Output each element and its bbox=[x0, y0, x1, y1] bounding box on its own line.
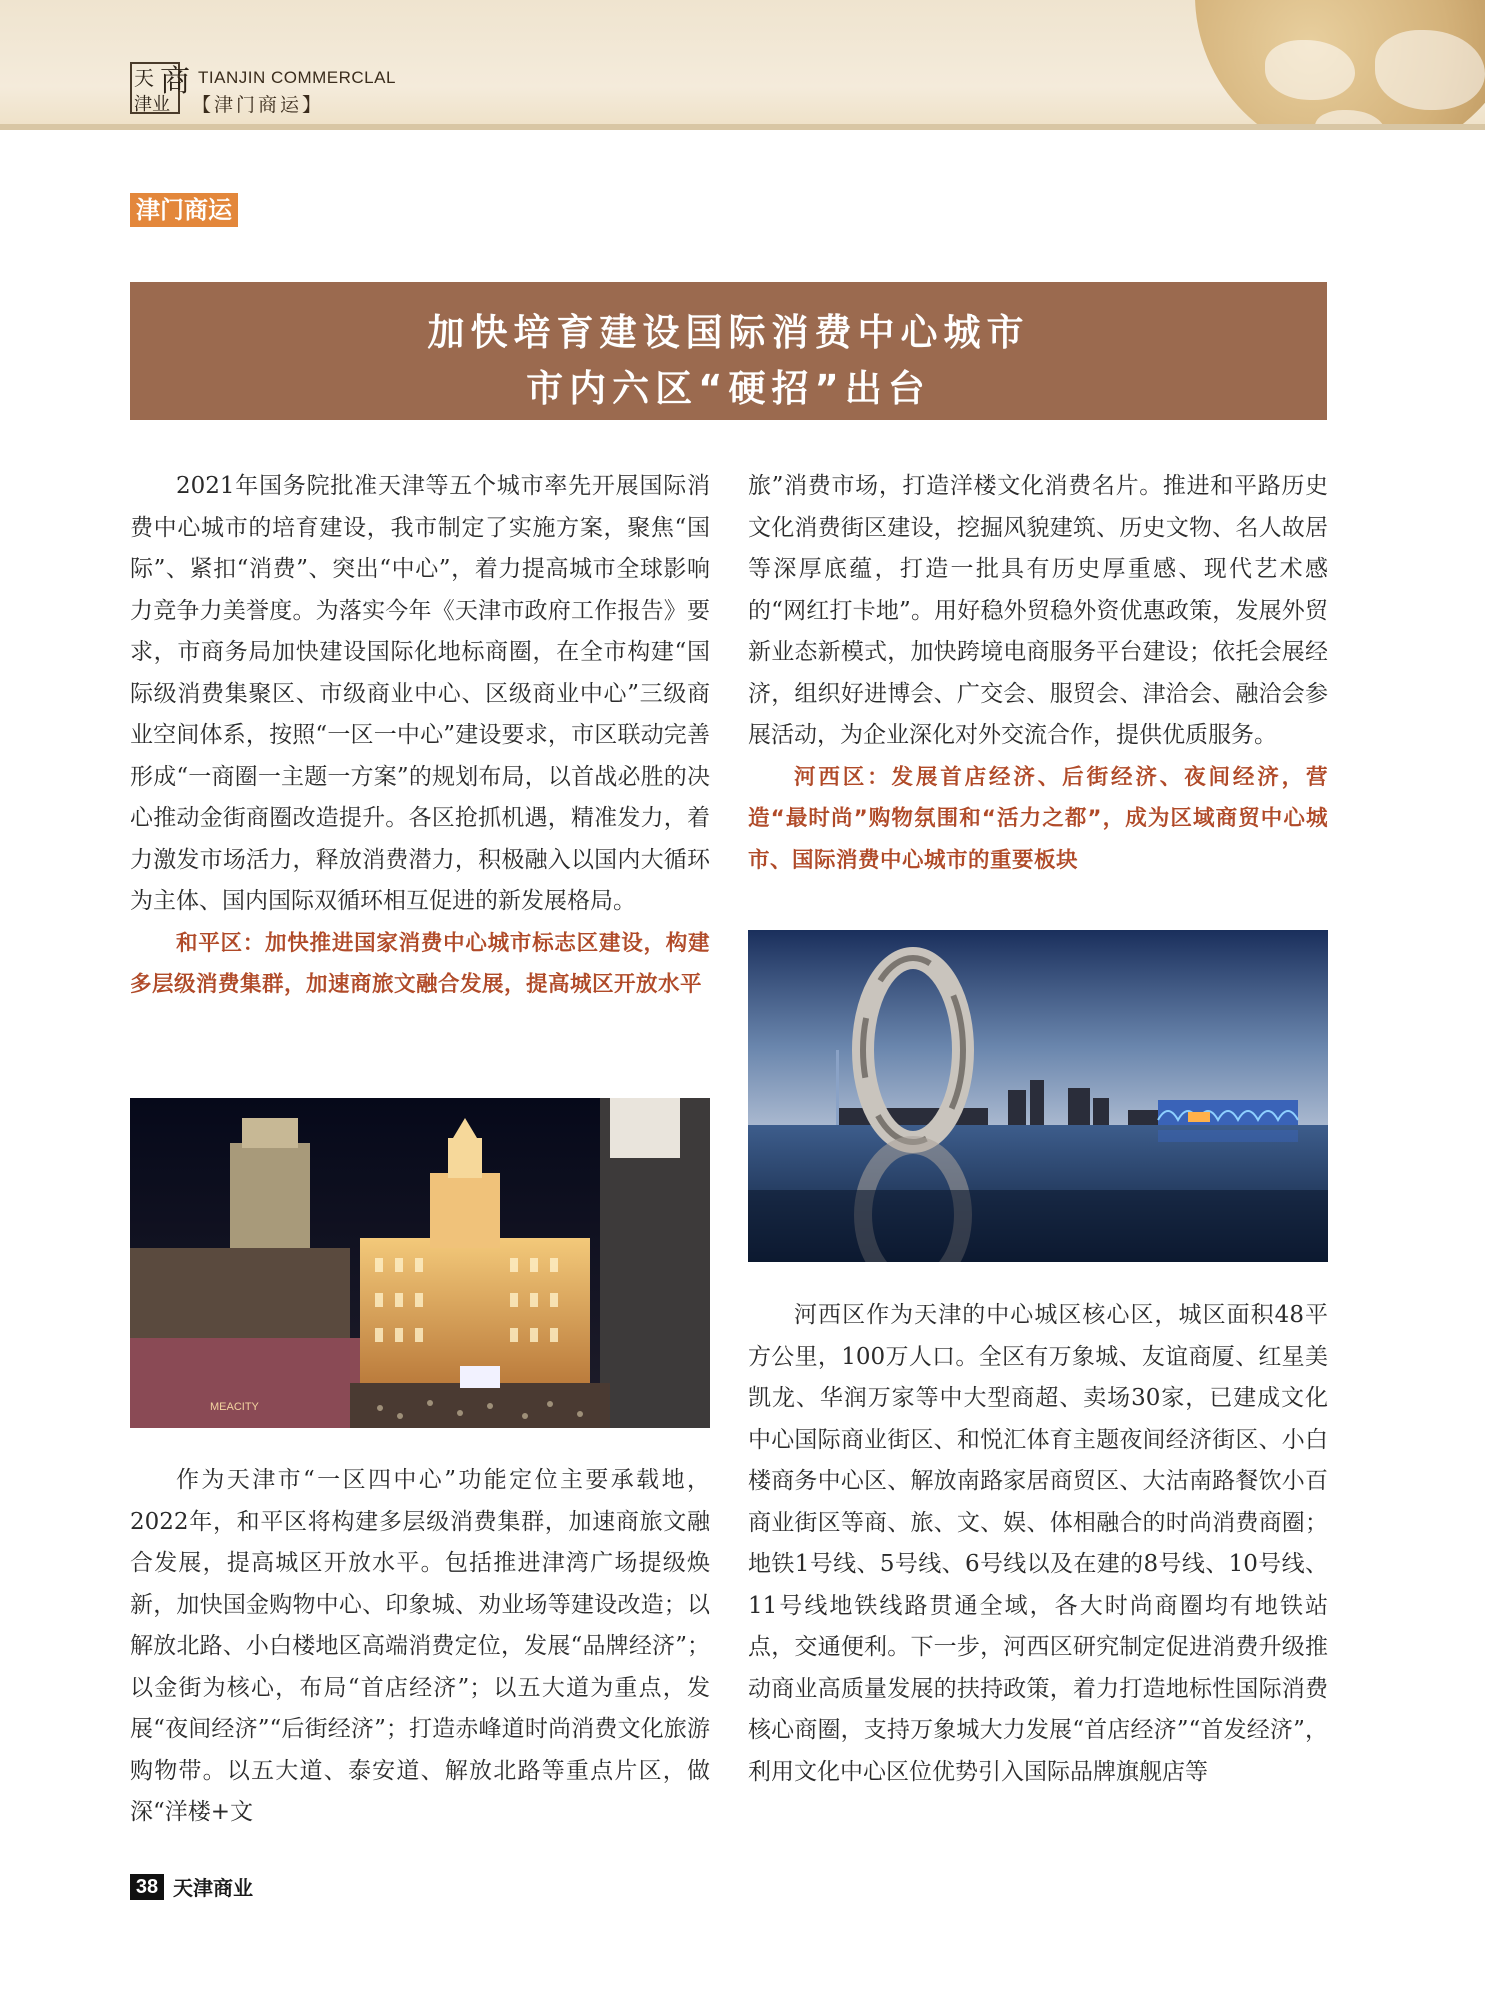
header-divider bbox=[0, 124, 1485, 130]
title-line-2: 市内六区“硬招”出台 bbox=[526, 367, 931, 410]
left-photo-sign: MEACITY bbox=[210, 1401, 259, 1413]
title-line-1: 加快培育建设国际消费中心城市 bbox=[427, 311, 1030, 354]
logo-char-tian: 天 bbox=[134, 66, 154, 90]
right-column-bottom bbox=[748, 1295, 1328, 1793]
heping-continued-paragraph: 旅”消费市场，打造洋楼文化消费名片。推进和平路历史文化消费街区建设，挖掘风貌建筑、历史文物、名人故居等深厚底蕴，打造一批具有历史厚重感、现代艺术感的“网红打卡地”。用好稳外贸稳外资优惠政策，发展外贸新业态新模式，加快跨境电商服务平台建设；依托会展经济，组织好进博会、广交会、服贸会、津洽会、融洽会参展活动，为企业深化对外交流合作，提供优质服务。 bbox=[748, 473, 1328, 748]
intro-paragraph: 2021年国务院批准天津等五个城市率先开展国际消费中心城市的培育建设，我市制定了实施方案，聚焦“国际”、紧扣“消费”、突出“中心”，着力提高城市全球影响力竞争力美誉度。为落实今年《天津市政府工作报告》要求，市商务局加快建设国际化地标商圈，在全市构建“国际级消费集聚区、市级商业中心、区级商业中心”三级商业空间体系，按照“一区一中心”建设要求，市区联动完善形成“一商圈一主题一方案”的规划布局，以首战必胜的决心推动金街商圈改造提升。各区抢抓机遇，精准发力，着力激发市场活力，释放消费潜力，积极融入以国内大循环为主体、国内国际双循环相互促进的新发展格局。 bbox=[130, 473, 710, 914]
right-column-top bbox=[748, 466, 1328, 881]
title-banner bbox=[130, 282, 1327, 420]
logo-char-jinye: 津业 bbox=[134, 94, 170, 115]
brand-chinese: 【津门商运】 bbox=[192, 94, 325, 116]
heping-body-paragraph: 作为天津市“一区四中心”功能定位主要承载地，2022年，和平区将构建多层级消费集群，加速商旅文融合发展，提高城区开放水平。包括推进津湾广场提级焕新，加快国金购物中心、印象城、劝业场等建设改造；以解放北路、小白楼地区高端消费定位，发展“品牌经济”；以金街为核心，布局“首店经济”；以五大道为重点，发展“夜间经济”“后街经济”；打造赤峰道时尚消费文化旅游购物带。以五大道、泰安道、解放北路等重点片区，做深“洋楼+文 bbox=[130, 1467, 710, 1825]
left-column-bottom bbox=[130, 1460, 710, 1834]
heping-night-street-photo bbox=[130, 1098, 710, 1428]
hexi-lake-sculpture-photo bbox=[748, 930, 1328, 1262]
hexi-subhead: 河西区：发展首店经济、后街经济、夜间经济，营造“最时尚”购物氛围和“活力之都”，成为区域商贸中心城市、国际消费中心城市的重要板块 bbox=[748, 764, 1328, 873]
page-number: 38 bbox=[130, 1874, 164, 1900]
magazine-name: 天津商业 bbox=[173, 1876, 253, 1900]
header-band bbox=[0, 0, 1485, 124]
left-column-top bbox=[130, 466, 710, 1006]
hexi-body-paragraph: 河西区作为天津的中心城区核心区，城区面积48平方公里，100万人口。全区有万象城、友谊商厦、红星美凯龙、华润万家等中大型商超、卖场30家，已建成文化中心国际商业街区、和悦汇体育主题夜间经济街区、小白楼商务中心区、解放南路家居商贸区、大沽南路餐饮小百商业街区等商、旅、文、娱、体相融合的时尚消费商圈；地铁1号线、5号线、6号线以及在建的8号线、10号线、11号线地铁线路贯通全域，各大时尚商圈均有地铁站点，交通便利。下一步，河西区研究制定促进消费升级推动商业高质量发展的扶持政策，着力打造地标性国际消费核心商圈，支持万象城大力发展“首店经济”“首发经济”，利用文化中心区位优势引入国际品牌旗舰店等 bbox=[748, 1302, 1328, 1785]
heping-subhead: 和平区：加快推进国家消费中心城市标志区建设，构建多层级消费集群，加速商旅文融合发展，提高城区开放水平 bbox=[130, 930, 710, 997]
brand-english: TIANJIN COMMERCLAL bbox=[198, 68, 396, 87]
globe-decoration bbox=[1195, 0, 1485, 124]
section-tag: 津门商运 bbox=[130, 193, 238, 227]
logo-char-shang: 商 bbox=[160, 64, 190, 99]
